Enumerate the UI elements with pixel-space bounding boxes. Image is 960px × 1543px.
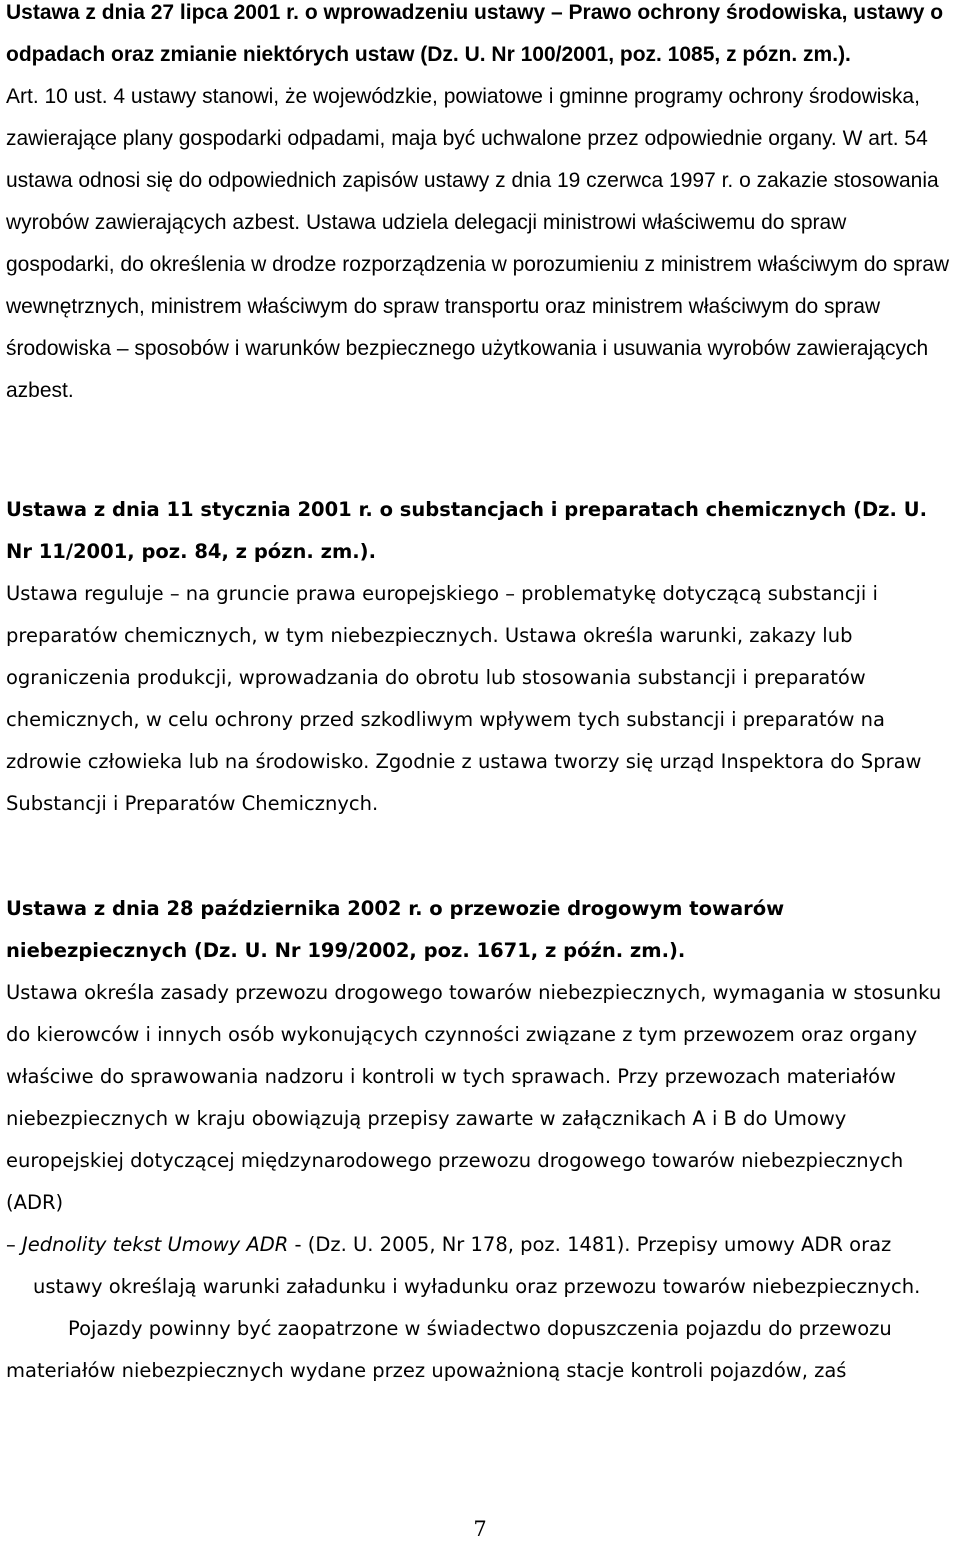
section-body: Ustawa określa zasady przewozu drogowego towarów niebezpiecznych, wymagania w stosunku do kierowców i innych osób wykonujących czynności związane z tym przewozem oraz organy właściwe do sprawowania nadzoru i kontroli w tych sprawach. Przy przewozach materiałów niebezpiecznych w kraju obowiązują przepisy zawarte w załącznikach A i B do Umowy europejskiej dotyczącej międzynarodowego przewozu drogowego towarów niebezpiecznych (ADR) [6, 981, 942, 1214]
section-body: Ustawa reguluje – na gruncie prawa europejskiego – problematykę dotyczącą substancji i preparatów chemicznych, w tym niebezpiecznych. Ustawa określa warunki, zakazy lub ograniczenia produkcji, wprowadzania do obrotu lub stosowania substancji i preparatów chemicznych, w celu ochrony przed szkodliwym wpływem tych substancji i preparatów na zdrowie człowieka lub na środowisko. Zgodnie z ustawa tworzy się urząd Inspektora do Spraw Substancji i Preparatów Chemicznych. [6, 582, 922, 815]
section-chemicals-law [6, 489, 956, 825]
adr-reference [6, 1224, 956, 1308]
section-body: Art. 10 ust. 4 ustawy stanowi, że wojewódzkie, powiatowe i gminne programy ochrony środowiska, zawierające plany gospodarki odpadami, maja być uchwalone przez odpowiednie organy. W art. 54 ustawa odnosi się do odpowiednich zapisów ustawy z dnia 19 czerwca 1997 r. o zakazie stosowania wyrobów zawierających azbest. Ustawa udziela delegacji ministrowi właściwemu do spraw gospodarki, do określenia w drodze rozporządzenia w porozumieniu z ministrem właściwym do spraw wewnętrznych, ministrem właściwym do spraw transportu oraz ministrem właściwym do spraw środowiska – sposobów i warunków bezpiecznego użytkowania i usuwania wyrobów zawierających azbest. [6, 85, 950, 402]
page-number: 7 [473, 1517, 487, 1541]
adr-title: Jednolity tekst Umowy ADR [21, 1233, 289, 1256]
adr-details: - (Dz. U. 2005, Nr 178, poz. 1481). Przepisy umowy ADR oraz ustawy określają warunki załadunku i wyładunku oraz przewozu towarów niebezpiecznych. [33, 1233, 921, 1298]
section-title: Ustawa z dnia 11 stycznia 2001 r. o substancjach i preparatach chemicznych (Dz. U. Nr 11/2001, poz. 84, z pózn. zm.). [6, 498, 927, 563]
adr-dash: – [6, 1233, 22, 1256]
section-title: Ustawa z dnia 27 lipca 2001 r. o wprowadzeniu ustawy – Prawo ochrony środowiska, ustawy o odpadach oraz zmianie niektórych ustaw (Dz. U. Nr 100/2001, poz. 1085, z pózn. zm.). [6, 1, 944, 66]
vehicle-certificate-paragraph: Pojazdy powinny być zaopatrzone w świadectwo dopuszczenia pojazdu do przewozu materiałów niebezpiecznych wydane przez upoważnioną stacje kontroli pojazdów, zaś [6, 1317, 892, 1382]
section-dangerous-goods-law [6, 888, 956, 1392]
document-page [6, 0, 956, 1392]
section-title: Ustawa z dnia 28 października 2002 r. o przewozie drogowym towarów niebezpiecznych (Dz. U. Nr 199/2002, poz. 1671, z późn. zm.). [6, 897, 785, 962]
section-environment-law [6, 0, 956, 412]
